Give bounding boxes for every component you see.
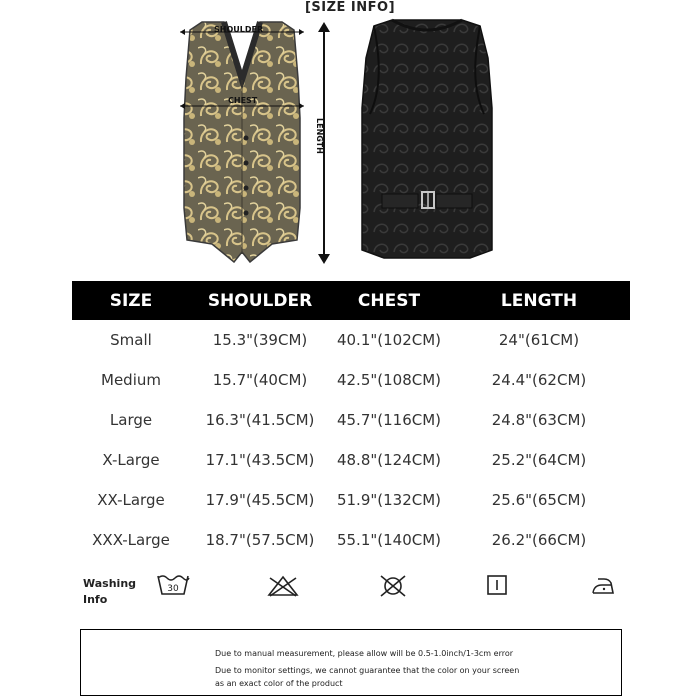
cell-length: 26.2"(66CM) [491, 531, 587, 549]
iron-low-icon [590, 575, 616, 597]
cell-chest: 51.9"(132CM) [336, 491, 442, 509]
no-dry-clean-icon [377, 573, 409, 599]
cell-shoulder: 15.3"(39CM) [212, 331, 308, 349]
cell-size: XX-Large [97, 491, 165, 509]
cell-shoulder: 16.3"(41.5CM) [205, 411, 315, 429]
washing-info-label: Washing Info [83, 577, 137, 606]
cell-size: Small [110, 331, 152, 349]
hang-dry-icon [486, 574, 510, 596]
header-shoulder: SHOULDER [207, 290, 313, 311]
cell-size: X-Large [102, 451, 160, 469]
chest-dimension-label: CHEST [228, 96, 258, 105]
table-row [72, 440, 630, 480]
cell-chest: 40.1"(102CM) [336, 331, 442, 349]
cell-chest: 55.1"(140CM) [336, 531, 442, 549]
measurement-note-box [80, 629, 622, 696]
cell-chest: 42.5"(108CM) [336, 371, 442, 389]
length-dimension-label: LENGTH [315, 118, 324, 154]
header-chest: CHEST [357, 290, 421, 311]
cell-size: XXX-Large [92, 531, 170, 549]
cell-shoulder: 17.9"(45.5CM) [205, 491, 315, 509]
cell-length: 24.8"(63CM) [491, 411, 587, 429]
cell-length: 24.4"(62CM) [491, 371, 587, 389]
page-title: [SIZE INFO] [304, 0, 396, 15]
table-row [72, 480, 630, 520]
table-row [72, 320, 630, 360]
no-bleach-icon [266, 574, 300, 598]
note-line-1: Due to manual measurement, please allow will be 0.5-1.0inch/1-3cm error [215, 649, 514, 658]
cell-shoulder: 15.7"(40CM) [212, 371, 308, 389]
note-line-3: as an exact color of the product [215, 679, 343, 688]
note-line-2: Due to monitor settings, we cannot guarantee that the color on your screen [215, 666, 520, 675]
size-chart-table [72, 281, 630, 560]
table-row [72, 360, 630, 400]
cell-size: Large [109, 411, 153, 429]
cell-shoulder: 18.7"(57.5CM) [205, 531, 315, 549]
cell-size: Medium [101, 371, 161, 389]
cell-chest: 48.8"(124CM) [336, 451, 442, 469]
cell-length: 24"(61CM) [498, 331, 580, 349]
shoulder-dimension-label: SHOULDER [214, 25, 264, 34]
cell-shoulder: 17.1"(43.5CM) [205, 451, 315, 469]
cell-chest: 45.7"(116CM) [336, 411, 442, 429]
cell-length: 25.2"(64CM) [491, 451, 587, 469]
vest-front-image [172, 18, 312, 263]
table-row [72, 520, 630, 560]
wash-30-icon [156, 572, 190, 598]
table-header-row [72, 281, 630, 320]
wash-temp-text: 30 [167, 584, 179, 594]
header-length: LENGTH [500, 290, 578, 311]
cell-length: 25.6"(65CM) [491, 491, 587, 509]
table-row [72, 400, 630, 440]
vest-back-image [352, 18, 502, 263]
header-size: SIZE [109, 290, 153, 311]
